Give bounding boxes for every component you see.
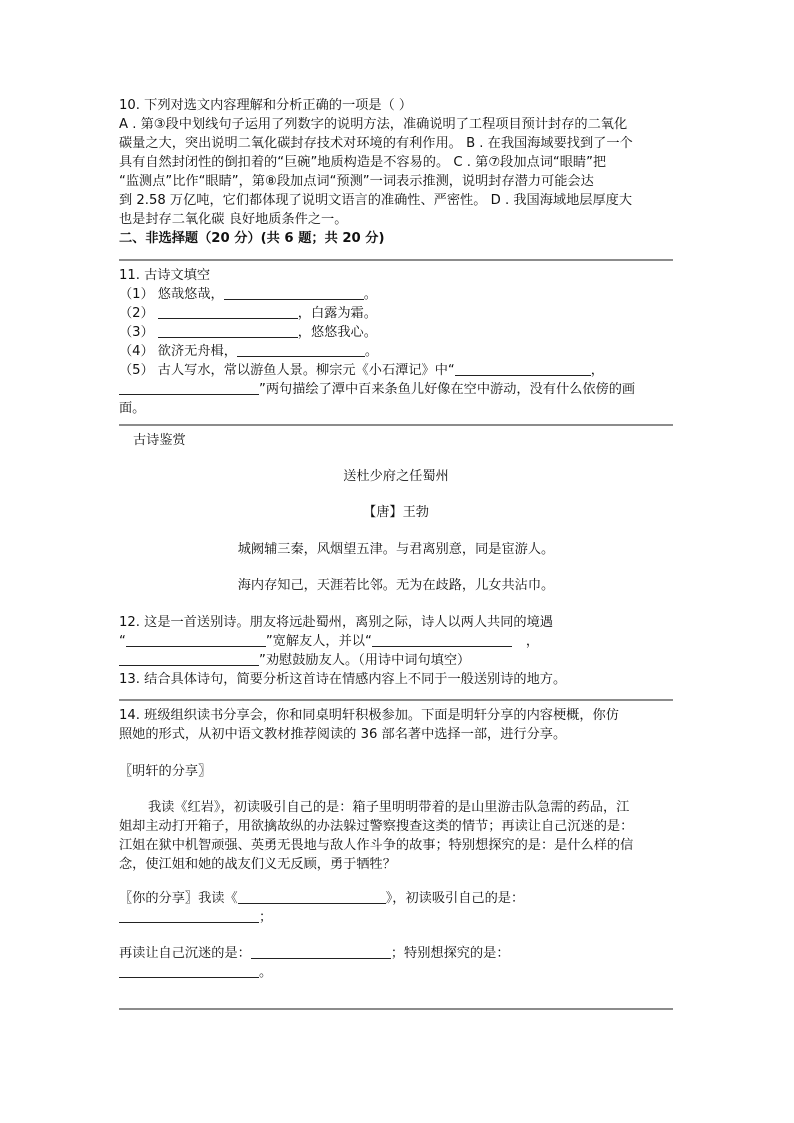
divider — [119, 424, 673, 426]
q12-line-3 — [119, 651, 470, 670]
q11-title: 11. 古诗文填空 — [119, 268, 211, 283]
q11-item-text: ，悠悠我心。 — [297, 325, 377, 340]
sample-label: 〖明轩的分享〗 — [119, 764, 212, 779]
q10-line-4: “监测点”比作“眼睛”，第⑧段加点词“预测”一词表示推测，说明封存潜力可能会达 — [119, 174, 594, 189]
answer-blank[interactable] — [251, 944, 391, 959]
q11-item-text: 。 — [363, 287, 377, 302]
q11-item-text: ”两句描绘了潭中百来条鱼儿好像在空中游动，没有什么依傍的画 — [259, 382, 636, 397]
q11-item-text: ， — [590, 363, 604, 378]
book-title-blank[interactable] — [238, 889, 386, 904]
q11-item-num: （5） — [119, 363, 154, 378]
section2-header: 二、非选择题（20 分）(共 6 题；共 20 分) — [119, 231, 385, 246]
poem-section-label: 古诗鉴赏 — [133, 433, 186, 448]
divider — [119, 699, 673, 701]
q10-stem: 10. 下列对选文内容理解和分析正确的一项是（ ） — [119, 98, 413, 113]
sample-line-1: 我读《红岩》，初读吸引自己的是：箱子里明明带着的是山里游击队急需的药品，江 — [148, 800, 630, 815]
first-read-answer-line — [119, 908, 272, 927]
explore-label: ；特别想探究的是： — [390, 946, 510, 961]
q11-item-2 — [119, 304, 377, 323]
q10-line-5: 到 2.58 万亿吨，它们都体现了说明文语言的准确性、严密性。 D . 我国海域地层厚度大 — [119, 193, 633, 208]
q11-item-3 — [119, 323, 377, 342]
poem-line-1: 城阙辅三秦，风烟望五津。与君离别意，同是宦游人。 — [237, 542, 555, 557]
answer-blank[interactable] — [119, 380, 259, 395]
q12-text: ”宽解友人，并以“ — [265, 634, 372, 649]
q10-line-3: 具有自然封闭性的倒扣着的“巨碗”地质构造是不容易的。 C . 第⑦段加点词“眼睛”把 — [119, 155, 607, 170]
q10-line-6: 也是封存二氧化碳 良好地质条件之一。 — [119, 212, 348, 227]
q11-item-5-line-2 — [119, 380, 635, 399]
q11-item-num: （2） — [119, 306, 154, 321]
answer-blank[interactable] — [158, 304, 298, 319]
answer-blank[interactable] — [224, 285, 364, 300]
explore-answer-line — [119, 963, 272, 982]
poem-author: 【唐】王勃 — [363, 505, 429, 520]
q12-line-1: 12. 这是一首送别诗。朋友将远赴蜀州，离别之际，诗人以两人共同的境遇 — [119, 615, 553, 630]
answer-blank[interactable] — [119, 963, 259, 978]
semicolon: ； — [259, 910, 273, 925]
q11-item-text: 古人写水，常以游鱼人景。柳宗元《小石潭记》中“ — [157, 363, 455, 378]
answer-blank[interactable] — [455, 361, 591, 376]
answer-blank[interactable] — [158, 323, 298, 338]
divider — [119, 1008, 673, 1010]
q12-text: ， — [525, 634, 540, 649]
q11-item-5-line-3: 面。 — [119, 401, 146, 416]
poem-line-2: 海内存知己，天涯若比邻。无为在歧路，儿女共沾巾。 — [237, 578, 555, 593]
q14-line-1: 14. 班级组织读书分享会，你和同桌明轩积极参加。下面是明轩分享的内容梗概，你仿 — [119, 708, 619, 723]
q11-item-num: （3） — [119, 325, 154, 340]
q12-text: “ — [119, 634, 126, 649]
q11-item-text: 悠哉悠哉， — [157, 287, 224, 302]
sample-line-3: 江姐在狱中机智顽强、英勇无畏地与敌人作斗争的故事；特别想探究的是：是什么样的信 — [119, 838, 634, 853]
your-share-label: 〖你的分享〗我读《 — [119, 891, 238, 906]
q11-item-1 — [119, 285, 377, 304]
reread-label: 再读让自己沉迷的是： — [119, 946, 251, 961]
q14-line-2: 照她的形式，从初中语文教材推荐阅读的 36 部名著中选择一部，进行分享。 — [119, 727, 567, 742]
answer-blank[interactable] — [372, 632, 512, 647]
q11-item-text: 欲济无舟楫， — [157, 344, 237, 359]
q12-text: ”劝慰鼓励友人。（用诗中词句填空） — [259, 653, 471, 668]
period: 。 — [259, 965, 273, 980]
answer-blank[interactable] — [126, 632, 266, 647]
q11-item-num: （1） — [119, 287, 154, 302]
reread-line — [119, 944, 510, 963]
divider — [119, 259, 673, 261]
poem-title: 送杜少府之任蜀州 — [343, 469, 449, 484]
your-share-text: 》，初读吸引自己的是： — [385, 891, 525, 906]
q11-item-text: 。 — [364, 344, 379, 359]
q11-item-num: （4） — [119, 344, 154, 359]
sample-line-4: 念，使江姐和她的战友们义无反顾，勇于牺牲？ — [119, 857, 396, 872]
your-share-line — [119, 889, 524, 908]
q11-item-text: ，白露为霜。 — [297, 306, 377, 321]
answer-blank[interactable] — [237, 342, 365, 357]
sample-line-2: 姐却主动打开箱子，用欲擒故纵的办法躲过警察搜查这类的情节；再读让自己沉迷的是： — [119, 819, 634, 834]
q13-text: 13. 结合具体诗句，简要分析这首诗在情感内容上不同于一般送别诗的地方。 — [119, 672, 567, 687]
q10-line-1: A . 第③段中划线句子运用了列数字的说明方法，准确说明了工程项目预计封存的二氧化 — [119, 117, 628, 132]
q12-line-2 — [119, 632, 539, 651]
q10-line-2: 碳量之大，突出说明二氧化碳封存技术对环境的有利作用。 B . 在我国海域要找到了一个 — [119, 136, 633, 151]
answer-blank[interactable] — [119, 908, 259, 923]
q11-item-5 — [119, 361, 604, 380]
q11-item-4 — [119, 342, 378, 361]
answer-blank[interactable] — [119, 651, 259, 666]
